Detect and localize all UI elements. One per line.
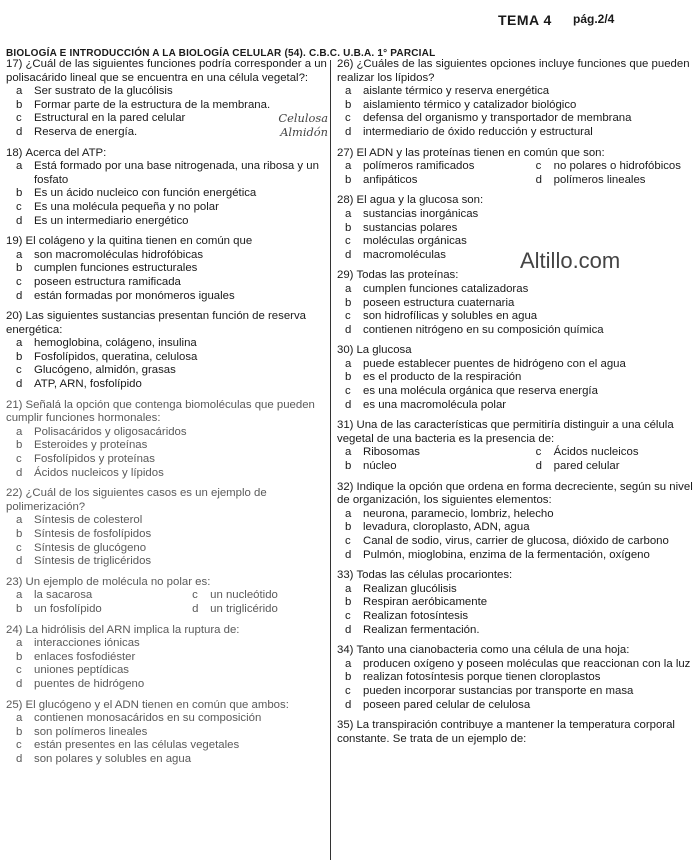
option-row — [337, 235, 695, 249]
question-text — [337, 269, 695, 283]
option-row — [337, 658, 695, 672]
option-text: Síntesis de glucógeno — [34, 541, 147, 554]
handwritten-note: Almidón — [280, 124, 328, 139]
option-row — [6, 739, 328, 753]
option-text: uniones peptídicas — [34, 664, 129, 677]
option-letter: b — [345, 173, 352, 186]
question-block — [337, 719, 695, 746]
question-stem: Señalá la opción que contenga biomoléculas que pueden cumplir funciones hormonales: — [6, 398, 315, 425]
option-row — [337, 624, 695, 638]
question-text — [337, 344, 695, 358]
option-letter: d — [345, 698, 352, 711]
question-block — [337, 644, 695, 712]
option-text: Esteroides y proteínas — [34, 439, 148, 452]
option-letter: b — [16, 602, 23, 615]
option-text: no polares o hidrofóbicos — [553, 160, 681, 173]
question-block — [6, 235, 328, 303]
option-letter: c — [345, 385, 351, 398]
question-text — [337, 194, 695, 208]
question-number: 22) — [6, 487, 23, 500]
option-letter: b — [16, 350, 23, 363]
option-text: es una molécula orgánica que reserva energía — [363, 385, 598, 398]
option-text: la sacarosa — [34, 589, 93, 602]
question-stem: ¿Cuáles de las siguientes opciones incluye funciones que pueden realizar los lípidos? — [337, 58, 690, 84]
question-stem: Todas las células procariontes: — [356, 569, 513, 582]
option-text: pared celular — [553, 460, 620, 473]
option-letter: c — [345, 609, 351, 622]
option-text: anfipáticos — [363, 173, 418, 186]
option-letter: d — [345, 548, 352, 561]
question-block — [337, 569, 695, 637]
option-letter: c — [535, 160, 542, 173]
option-text: Ácidos nucleicos y lípidos — [34, 466, 164, 479]
question-number: 30) — [337, 344, 354, 357]
option-text: contienen nitrógeno en su composición química — [363, 323, 604, 336]
question-number: 35) — [337, 719, 354, 732]
option-row — [337, 222, 695, 236]
question-block — [6, 699, 328, 767]
question-stem: ¿Cuál de las siguientes funciones podría corresponder a un polisacárido lineal que se encuentra en una célula vegetal?: — [6, 58, 327, 84]
option-row — [6, 215, 328, 229]
option-text: aislante térmico y reserva energética — [363, 85, 550, 98]
option-row — [337, 283, 695, 297]
question-text — [337, 58, 695, 85]
option-letter: a — [345, 507, 352, 520]
question-block — [337, 147, 695, 188]
question-stem: Las siguientes sustancias presentan función de reserva energética: — [6, 310, 306, 336]
option-text: contienen monosacáridos en su composición — [34, 712, 262, 725]
option-row — [337, 610, 695, 624]
tema-label: TEMA 4 — [498, 12, 552, 28]
option-row — [6, 187, 328, 201]
question-number: 20) — [6, 310, 23, 323]
option-letter: b — [16, 439, 23, 452]
option-letter: d — [16, 289, 23, 302]
question-number: 21) — [6, 398, 23, 411]
option-letter: b — [345, 221, 352, 234]
question-text — [337, 644, 695, 658]
option-letter: b — [345, 98, 352, 111]
option-letter: c — [535, 446, 542, 459]
option-row — [6, 426, 328, 440]
option-text: intermediario de óxido reducción y estructural — [363, 125, 593, 138]
question-text — [6, 399, 328, 426]
option-text: están presentes en las células vegetales — [34, 739, 240, 752]
option-letter: a — [16, 160, 23, 173]
option-letter: c — [16, 200, 22, 213]
question-block — [6, 310, 328, 392]
option-letter: a — [16, 337, 23, 350]
option-letter: d — [16, 555, 23, 568]
option-letter: c — [345, 310, 351, 323]
option-text: es el producto de la respiración — [363, 371, 522, 384]
option-letter: a — [16, 637, 23, 650]
option-row — [337, 310, 695, 324]
option-text: Es un ácido nucleico con función energética — [34, 187, 257, 200]
option-row — [6, 337, 328, 351]
option-text: poseen estructura cuaternaria — [363, 296, 515, 309]
option-letter: d — [345, 398, 352, 411]
question-text — [337, 419, 695, 446]
option-letter: b — [345, 371, 352, 384]
option-letter: b — [345, 296, 352, 309]
question-stem: Acerca del ATP: — [25, 146, 107, 159]
option-row — [337, 508, 695, 522]
handwritten-note: Celulosa — [278, 111, 328, 126]
option-text: Reserva de energía. — [34, 125, 138, 138]
option-text: Fosfolípidos, queratina, celulosa — [34, 350, 198, 363]
option-text: levadura, cloroplasto, ADN, agua — [363, 521, 530, 534]
question-block — [6, 487, 328, 569]
option-letter: c — [16, 112, 22, 125]
option-row — [6, 678, 328, 692]
option-row — [337, 549, 695, 563]
question-block — [337, 194, 695, 262]
option-text: un nucleótido — [210, 589, 278, 602]
option-text: Pulmón, mioglobina, enzima de la fermentación, oxígeno — [363, 548, 650, 561]
option-text: Polisacáridos y oligosacáridos — [34, 425, 187, 438]
option-row — [337, 460, 695, 474]
option-text: puentes de hidrógeno — [34, 677, 145, 690]
option-row — [6, 726, 328, 740]
option-text: neurona, paramecio, lombriz, helecho — [363, 507, 554, 520]
option-text: polímeros lineales — [553, 173, 646, 186]
option-letter: a — [16, 425, 23, 438]
left-column — [6, 58, 328, 774]
option-row — [6, 753, 328, 767]
option-row — [6, 514, 328, 528]
option-letter: a — [345, 282, 352, 295]
question-number: 27) — [337, 146, 354, 159]
question-stem: El glucógeno y el ADN tienen en común que ambos: — [25, 698, 289, 711]
option-text: cumplen funciones estructurales — [34, 262, 198, 275]
question-number: 17) — [6, 58, 23, 70]
question-stem: Indique la opción que ordena en forma decreciente, según su nivel de organización, los siguientes elementos: — [337, 480, 693, 507]
option-row — [6, 651, 328, 665]
option-text: están formadas por monómeros iguales — [34, 289, 235, 302]
option-row — [337, 160, 695, 174]
option-letter: c — [16, 275, 22, 288]
option-text: Glucógeno, almidón, grasas — [34, 364, 176, 377]
option-row — [6, 637, 328, 651]
question-number: 18) — [6, 146, 23, 159]
question-block — [337, 269, 695, 337]
question-number: 33) — [337, 569, 354, 582]
option-letter: a — [16, 85, 23, 98]
option-letter: c — [345, 684, 351, 697]
question-block — [337, 58, 695, 140]
option-row — [337, 358, 695, 372]
option-row — [337, 249, 695, 263]
option-text: son macromoléculas hidrofóbicas — [34, 248, 204, 261]
option-letter: c — [16, 541, 22, 554]
option-letter: b — [16, 650, 23, 663]
option-row — [337, 85, 695, 99]
option-text: producen oxígeno y poseen moléculas que reaccionan con la luz — [363, 657, 691, 670]
option-text: Ribosomas — [363, 446, 420, 459]
right-column — [337, 58, 695, 753]
option-letter: c — [16, 453, 22, 466]
option-row — [6, 528, 328, 542]
option-text: Realizan fermentación. — [363, 623, 480, 636]
option-row — [337, 685, 695, 699]
option-row — [6, 589, 328, 603]
option-text: Está formado por una base nitrogenada, una ribosa y un fosfato — [34, 160, 319, 186]
option-text: Síntesis de triglicéridos — [34, 555, 152, 568]
option-row — [337, 371, 695, 385]
question-text — [6, 58, 328, 85]
question-number: 26) — [337, 58, 354, 70]
option-text: Estructural en la pared celular — [34, 112, 186, 125]
option-row — [337, 126, 695, 140]
question-block — [6, 624, 328, 692]
option-letter: d — [345, 248, 352, 261]
option-letter: c — [345, 112, 351, 125]
question-text — [6, 576, 328, 590]
question-text — [337, 569, 695, 583]
option-text: macromoléculas — [363, 248, 446, 261]
option-text: defensa del organismo y transportador de membrana — [363, 112, 632, 125]
question-stem: ¿Cuál de los siguientes casos es un ejemplo de polimerización? — [6, 487, 267, 513]
question-stem: La hidrólisis del ARN implica la ruptura de: — [25, 623, 240, 636]
option-row — [6, 453, 328, 467]
option-row — [337, 112, 695, 126]
option-row — [6, 467, 328, 481]
option-text: Síntesis de colesterol — [34, 514, 143, 527]
question-text — [337, 147, 695, 161]
option-row — [337, 583, 695, 597]
option-row — [6, 603, 328, 617]
question-number: 23) — [6, 575, 23, 588]
question-stem: Un ejemplo de molécula no polar es: — [25, 575, 211, 588]
option-letter: d — [16, 378, 23, 391]
option-row — [6, 439, 328, 453]
option-row — [337, 297, 695, 311]
option-text: polímeros ramificados — [363, 160, 475, 173]
option-text: Realizan fotosíntesis — [363, 609, 469, 622]
option-row — [337, 671, 695, 685]
question-block — [337, 481, 695, 563]
option-row — [6, 664, 328, 678]
question-number: 24) — [6, 623, 23, 636]
option-letter: d — [16, 752, 23, 765]
option-row — [6, 85, 328, 99]
option-row — [337, 208, 695, 222]
option-text: cumplen funciones catalizadoras — [363, 282, 529, 295]
option-letter: b — [16, 187, 23, 200]
option-text: pueden incorporar sustancias por transporte en masa — [363, 684, 634, 697]
question-text — [6, 310, 328, 337]
watermark: Altillo.com — [520, 248, 621, 273]
question-number: 31) — [337, 419, 354, 432]
option-row — [6, 201, 328, 215]
option-text: son polares y solubles en agua — [34, 752, 192, 765]
option-letter: b — [345, 460, 352, 473]
option-text: Formar parte de la estructura de la membrana. — [34, 98, 271, 111]
option-row — [337, 596, 695, 610]
option-text: moléculas orgánicas — [363, 235, 467, 248]
question-stem: El ADN y las proteínas tienen en común que son: — [356, 146, 605, 159]
option-row — [6, 290, 328, 304]
option-letter: c — [16, 364, 22, 377]
option-letter: c — [16, 664, 22, 677]
option-letter: b — [16, 725, 23, 738]
option-row — [6, 378, 328, 392]
question-block — [6, 399, 328, 481]
option-text: Es una molécula pequeña y no polar — [34, 200, 219, 213]
option-text: núcleo — [363, 460, 397, 473]
question-stem: Todas las proteínas: — [356, 269, 459, 282]
option-text: sustancias polares — [363, 221, 458, 234]
question-number: 25) — [6, 698, 23, 711]
question-block — [337, 419, 695, 473]
option-letter: a — [345, 446, 352, 459]
option-text: Ácidos nucleicos — [553, 446, 639, 459]
option-letter: b — [16, 262, 23, 275]
option-text: Respiran aeróbicamente — [363, 596, 488, 609]
question-number: 29) — [337, 269, 354, 282]
option-row — [6, 99, 328, 113]
option-row — [337, 535, 695, 549]
option-letter: d — [16, 677, 23, 690]
question-number: 28) — [337, 194, 354, 207]
question-block — [6, 147, 328, 229]
option-text: son hidrofílicas y solubles en agua — [363, 310, 538, 323]
question-text — [6, 699, 328, 713]
option-row — [337, 521, 695, 535]
option-text: Fosfolípidos y proteínas — [34, 453, 155, 466]
option-letter: a — [345, 160, 352, 173]
option-text: enlaces fosfodiéster — [34, 650, 136, 663]
option-letter: d — [16, 214, 23, 227]
option-letter: d — [535, 460, 543, 473]
option-row — [337, 699, 695, 713]
question-block — [6, 576, 328, 617]
option-letter: a — [16, 248, 23, 261]
option-text: poseen pared celular de celulosa — [363, 698, 531, 711]
option-text: interacciones iónicas — [34, 637, 140, 650]
question-stem: La transpiración contribuye a mantener la temperatura corporal constante. Se trata de un ejemplo de: — [337, 719, 675, 745]
question-block — [337, 344, 695, 412]
option-text: hemoglobina, colágeno, insulina — [34, 337, 197, 350]
option-row — [337, 385, 695, 399]
question-number: 19) — [6, 235, 23, 248]
option-letter: a — [345, 207, 352, 220]
question-text — [6, 487, 328, 514]
option-letter: a — [16, 712, 23, 725]
option-text: son polímeros lineales — [34, 725, 148, 738]
option-text: Ser sustrato de la glucólisis — [34, 85, 173, 98]
option-letter: d — [345, 323, 352, 336]
option-row — [337, 324, 695, 338]
option-row — [6, 351, 328, 365]
option-letter: c — [345, 535, 351, 547]
option-text: un triglicérido — [210, 602, 278, 615]
question-text — [337, 719, 695, 746]
option-letter: a — [345, 357, 352, 370]
option-text: aislamiento térmico y catalizador biológico — [363, 98, 577, 111]
option-letter: b — [345, 596, 352, 609]
option-row — [6, 126, 328, 140]
option-text: Canal de sodio, virus, carrier de glucosa, dióxido de carbono — [363, 535, 669, 547]
option-letter: a — [345, 582, 352, 595]
option-letter: b — [345, 671, 352, 684]
option-letter: a — [16, 589, 23, 602]
option-letter: c — [345, 235, 351, 248]
option-row — [6, 112, 328, 126]
question-text — [6, 235, 328, 249]
option-letter: b — [345, 521, 352, 534]
option-text: Síntesis de fosfolípidos — [34, 528, 152, 540]
option-text: poseen estructura ramificada — [34, 275, 181, 288]
option-letter: a — [345, 85, 352, 98]
question-stem: Tanto una cianobacteria como una célula de una hoja: — [356, 644, 630, 657]
option-row — [337, 399, 695, 413]
option-letter: a — [345, 657, 352, 670]
option-text: sustancias inorgánicas — [363, 207, 479, 220]
option-row — [6, 712, 328, 726]
option-row — [6, 262, 328, 276]
option-row — [6, 555, 328, 569]
option-letter: c — [192, 589, 198, 602]
page-header — [6, 8, 696, 58]
option-letter: b — [16, 98, 23, 111]
question-number: 32) — [337, 480, 354, 493]
option-row — [6, 276, 328, 290]
option-row — [6, 542, 328, 556]
option-letter: a — [16, 514, 23, 527]
option-letter: d — [345, 125, 352, 138]
option-text: realizan fotosíntesis porque tienen cloroplastos — [363, 671, 601, 684]
option-letter: d — [345, 623, 352, 636]
option-row — [337, 446, 695, 460]
question-text — [337, 481, 695, 508]
option-row — [337, 174, 695, 188]
question-stem: El agua y la glucosa son: — [356, 194, 484, 207]
option-text: ATP, ARN, fosfolípido — [34, 378, 142, 391]
question-number: 34) — [337, 644, 354, 657]
option-letter: d — [192, 602, 199, 615]
question-stem: Una de las características que permitiría distinguir a una célula vegetal de una bacteria es la presencia de: — [337, 419, 674, 445]
question-block — [6, 58, 328, 140]
question-text — [6, 147, 328, 161]
option-text: Realizan glucólisis — [363, 582, 457, 595]
option-letter: b — [16, 528, 23, 540]
option-letter: d — [535, 173, 543, 186]
question-text — [6, 624, 328, 638]
option-text: es una macromolécula polar — [363, 398, 507, 411]
option-row — [337, 99, 695, 113]
question-stem: El colágeno y la quitina tienen en común que — [25, 235, 253, 248]
option-text: Es un intermediario energético — [34, 214, 189, 227]
option-letter: c — [16, 739, 22, 752]
option-row — [6, 160, 328, 187]
page-number: pág.2/4 — [573, 12, 615, 26]
option-letter: d — [16, 466, 23, 479]
column-divider — [330, 60, 331, 860]
question-stem: La glucosa — [356, 344, 412, 357]
option-text: un fosfolípido — [34, 602, 102, 615]
option-row — [6, 249, 328, 263]
option-text: puede establecer puentes de hidrógeno con el agua — [363, 357, 626, 370]
option-row — [6, 364, 328, 378]
course-title: BIOLOGÍA E INTRODUCCIÓN A LA BIOLOGÍA CELULAR (54). C.B.C. U.B.A. 1° PARCIAL — [6, 48, 436, 59]
option-letter: d — [16, 125, 23, 138]
